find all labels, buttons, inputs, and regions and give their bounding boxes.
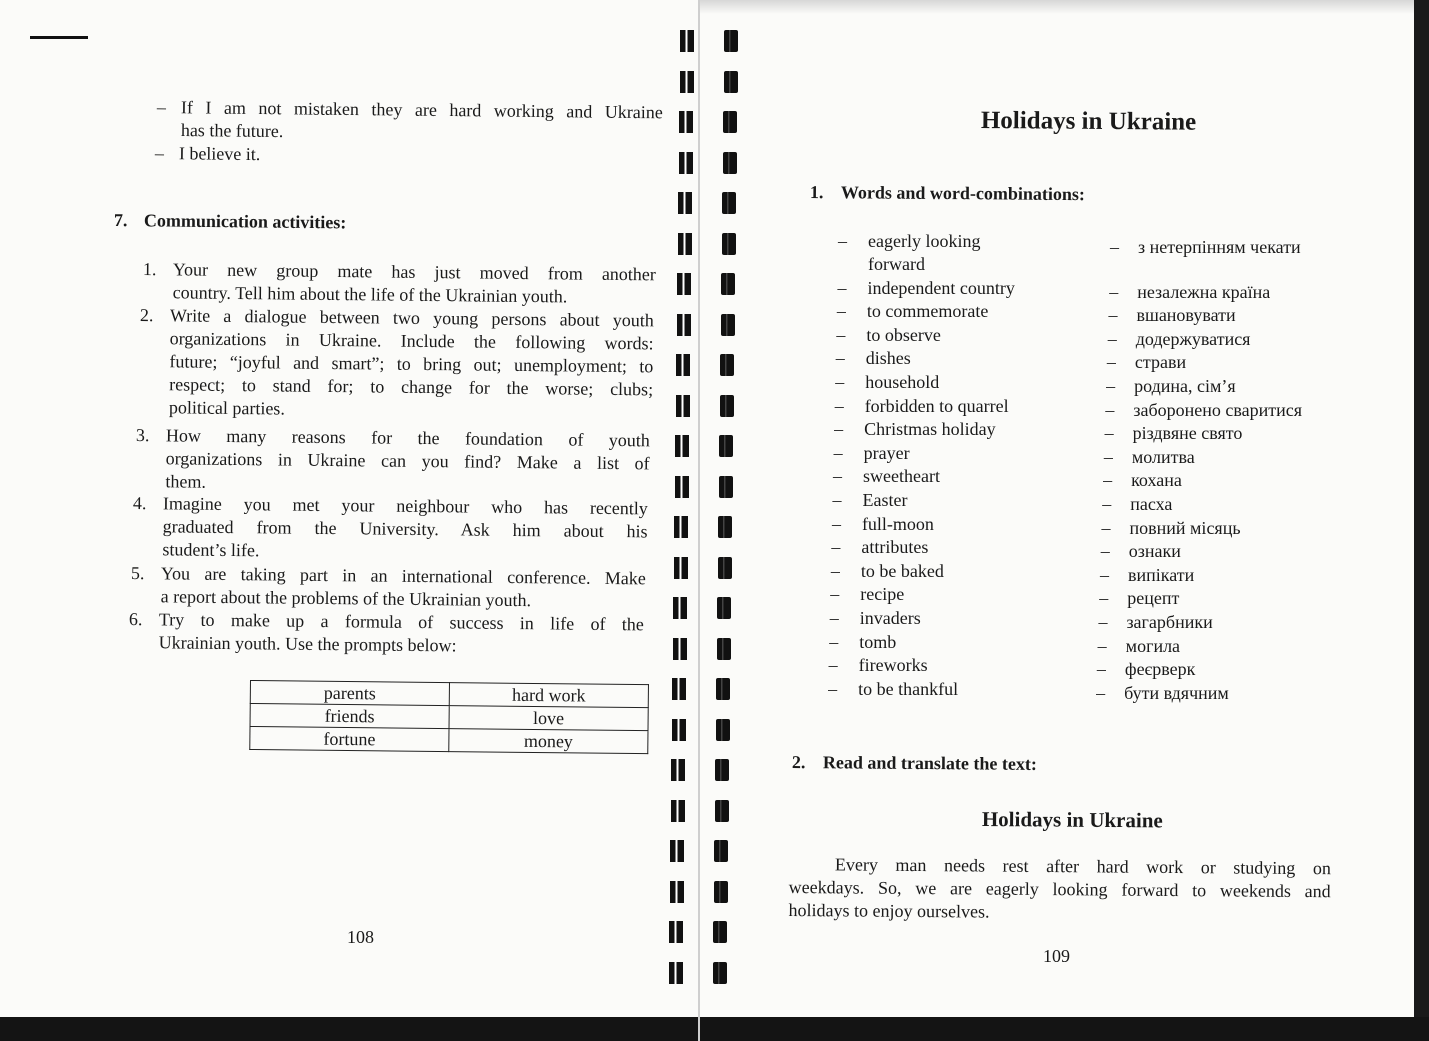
binding-ring (675, 435, 689, 457)
scan-bottom-edge (0, 1017, 1429, 1041)
dialogue-text: has the future. (180, 119, 284, 142)
english-term: sweetheart (863, 466, 941, 487)
table-cell: money (449, 729, 648, 754)
section-number: 7. (113, 210, 128, 231)
dash: – (1103, 470, 1113, 491)
binding-spine (698, 0, 700, 1041)
binding-ring (676, 395, 690, 417)
dash: – (831, 513, 841, 534)
vocab-translation (1105, 399, 1302, 422)
ukrainian-translation: загарбники (1126, 611, 1213, 632)
dash: – (836, 301, 846, 322)
activity-text: Write a dialogue between two young persons about youth (169, 305, 654, 331)
english-term: fireworks (858, 655, 928, 676)
binding-ring (715, 759, 729, 781)
dash: – (1099, 564, 1109, 585)
dash: – (833, 466, 843, 487)
vocab-translation (1106, 375, 1236, 398)
dash: – (154, 142, 164, 164)
binding-ring (673, 597, 687, 619)
paragraph (788, 853, 1331, 926)
table-cell: love (449, 706, 648, 731)
binding-ring (718, 557, 732, 579)
activity-text: How many reasons for the foundation of youth (165, 425, 650, 451)
dash: – (829, 631, 839, 652)
activity-text: Ukrainian youth. Use the prompts below: (158, 632, 457, 656)
activity-text: organizations in Ukraine can you find? Make a list of (165, 448, 650, 474)
vocab-term (831, 536, 928, 559)
vocab-translation (1098, 611, 1212, 634)
dialogue-text: I believe it. (178, 143, 261, 165)
ukrainian-translation: додержуватися (1135, 328, 1251, 349)
vocab-translation (1099, 587, 1179, 610)
activity-text: respect; to stand for; to change for the worse; clubs; (169, 374, 654, 400)
activity-text: future; “joyful and smart”; to bring out; unemployment; to (169, 351, 654, 377)
activity-number: 4. (132, 492, 147, 514)
table-cell: fortune (250, 727, 449, 752)
dash: – (1104, 423, 1114, 444)
binding-ring (721, 273, 735, 295)
section-heading (792, 752, 1037, 775)
vocab-translation (1108, 328, 1251, 351)
dash: – (834, 395, 844, 416)
binding-ring (720, 395, 734, 417)
binding-ring (675, 476, 689, 498)
dash: – (1108, 305, 1118, 326)
english-term: invaders (859, 607, 921, 628)
vocab-translation (1098, 635, 1180, 658)
binding-ring (679, 111, 693, 133)
table-row (250, 727, 648, 754)
english-term: Christmas holiday (864, 419, 996, 440)
activity-text: You are taking part in an international conference. Make (160, 563, 646, 589)
section-heading (114, 210, 347, 233)
ukrainian-translation: могила (1125, 635, 1181, 656)
vocab-translation (1096, 682, 1229, 705)
dash: – (1109, 281, 1119, 302)
ukrainian-translation: молитва (1131, 446, 1195, 467)
vocab-term (829, 631, 896, 654)
section-title: Words and word-combinations: (840, 182, 1086, 205)
binding-ring (715, 800, 729, 822)
vocab-term (836, 347, 911, 370)
page-number-right: 109 (1043, 946, 1070, 966)
activity-text: organizations in Ukraine. Include the following words: (169, 328, 654, 354)
ukrainian-translation: різдвяне свято (1132, 423, 1243, 444)
activity-number: 5. (130, 562, 145, 584)
english-term: independent country (867, 277, 1015, 298)
ukrainian-translation: кохана (1131, 470, 1182, 491)
binding-ring (723, 152, 737, 174)
binding-ring (671, 800, 685, 822)
binding-ring (678, 192, 692, 214)
paragraph-line: holidays to enjoy ourselves. (788, 899, 990, 922)
table-cell: friends (250, 704, 449, 729)
english-term: to be thankful (858, 678, 959, 699)
binding-ring (718, 516, 732, 538)
dialogue-text: If I am not mistaken they are hard working and Ukraine (180, 97, 663, 123)
ukrainian-translation: бути вдячним (1124, 682, 1229, 703)
binding-ring (680, 30, 694, 52)
dash: – (1100, 541, 1110, 562)
activity-text: a report about the problems of the Ukrainian youth. (160, 586, 532, 611)
vocab-translation (1102, 493, 1172, 516)
activity-text: country. Tell him about the life of the Ukrainian youth. (172, 282, 568, 307)
activity-number: 3. (135, 424, 150, 446)
binding-ring (717, 638, 731, 660)
activity-item (131, 562, 646, 613)
binding-ring (719, 476, 733, 498)
english-term: tomb (859, 631, 897, 652)
ukrainian-translation: ознаки (1128, 541, 1181, 562)
dash: – (835, 348, 845, 369)
binding-ring (713, 921, 727, 943)
activity-number: 6. (128, 608, 143, 630)
english-term: to be baked (860, 560, 944, 581)
dash: – (828, 678, 838, 699)
section-number: 1. (809, 182, 824, 203)
dash: – (835, 371, 845, 392)
activity-text: political parties. (168, 397, 285, 419)
vocab-translation (1105, 422, 1243, 445)
ukrainian-translation: страви (1134, 352, 1187, 373)
dash: – (829, 607, 839, 628)
dash: – (1106, 352, 1116, 373)
dash: – (1102, 493, 1112, 514)
vocab-translation (1100, 564, 1194, 587)
vocab-term (838, 230, 980, 253)
table-cell: parents (250, 681, 449, 706)
dash: – (831, 537, 841, 558)
vocab-translation (1101, 540, 1181, 563)
binding-ring (677, 273, 691, 295)
activity-text: them. (165, 471, 207, 492)
dash: – (1096, 682, 1106, 703)
dash: – (836, 324, 846, 345)
activity-number: 1. (142, 258, 157, 280)
table-cell: hard work (449, 683, 648, 708)
activity-text: Imagine you met your neighbour who has recently (162, 493, 648, 519)
vocab-term (834, 442, 910, 465)
activity-text: student’s life. (162, 539, 260, 561)
binding-ring (714, 881, 728, 903)
text-title: Holidays in Ukraine (981, 807, 1163, 833)
vocab-term (836, 324, 940, 347)
binding-ring (674, 516, 688, 538)
english-term: forbidden to quarrel (864, 395, 1009, 416)
vocab-translation (1110, 236, 1301, 259)
binding-ring (724, 30, 738, 52)
activity-text: graduated from the University. Ask him about his (162, 516, 648, 542)
vocab-term (830, 607, 921, 630)
binding-ring (717, 597, 731, 619)
corner-mark (30, 36, 88, 39)
section-number: 2. (791, 752, 806, 773)
binding-ring (678, 233, 692, 255)
ukrainian-translation: родина, сім’я (1134, 375, 1236, 396)
english-term: recipe (860, 584, 905, 605)
vocab-translation (1107, 351, 1186, 374)
vocab-term (833, 489, 908, 512)
paragraph-line: weekdays. So, we are eagerly looking forward to weekends and (788, 876, 1331, 902)
dash: – (837, 277, 847, 298)
binding-ring (721, 314, 735, 336)
dash: – (834, 419, 844, 440)
vocab-term (834, 418, 996, 441)
english-term: to observe (866, 324, 941, 345)
page-number-left: 108 (347, 927, 374, 947)
ukrainian-translation: рецепт (1127, 588, 1180, 609)
english-term: to commemorate (866, 301, 989, 322)
ukrainian-translation: повний місяць (1129, 517, 1241, 538)
vocab-term (835, 395, 1009, 418)
ukrainian-translation: випікати (1127, 564, 1195, 585)
dash: – (830, 560, 840, 581)
dash: – (156, 96, 166, 118)
dash: – (1101, 517, 1111, 538)
dash: – (1107, 328, 1117, 349)
ukrainian-translation: пасха (1130, 493, 1173, 514)
dash: – (830, 584, 840, 605)
binding-ring (677, 314, 691, 336)
binding-ring (670, 881, 684, 903)
binding-ring (679, 152, 693, 174)
activity-item (143, 258, 656, 309)
binding-ring (670, 840, 684, 862)
binding-ring (669, 921, 683, 943)
vocab-term (837, 277, 1014, 300)
binding-ring (673, 638, 687, 660)
english-term: dishes (865, 348, 911, 369)
section-heading (810, 182, 1085, 205)
section-title: Communication activities: (143, 210, 347, 233)
vocab-translation (1103, 469, 1182, 492)
vocab-translation (1104, 446, 1195, 469)
ukrainian-translation: вшановувати (1136, 305, 1236, 326)
vocab-term (831, 560, 944, 583)
vocab-translation (1097, 658, 1196, 681)
english-term: eagerly looking (868, 231, 981, 251)
page-title: Holidays in Ukraine (980, 107, 1197, 136)
binding-ring (722, 233, 736, 255)
ukrainian-translation: заборонено сваритися (1133, 399, 1303, 420)
dash: – (1099, 588, 1109, 609)
dash: – (1097, 635, 1107, 656)
binding-ring (716, 719, 730, 741)
vocab-term (829, 654, 928, 677)
prompts-table (249, 680, 649, 754)
ukrainian-translation: з нетерпінням чекати (1138, 237, 1301, 257)
activity-item (139, 304, 654, 424)
dash: – (828, 655, 838, 676)
binding-ring (672, 678, 686, 700)
binding-ring (714, 840, 728, 862)
english-term: prayer (863, 442, 910, 463)
vocab-term (828, 678, 958, 701)
binding-ring (720, 354, 734, 376)
binding-ring (680, 71, 694, 93)
activity-number: 2. (139, 304, 154, 326)
binding-ring (724, 71, 738, 93)
dash: – (833, 442, 843, 463)
vocab-translation (1102, 517, 1241, 540)
binding-ring (674, 557, 688, 579)
activity-text: Try to make up a formula of success in life of the (158, 609, 644, 635)
dash: – (1098, 611, 1108, 632)
vocab-term (833, 465, 940, 488)
binding-ring (669, 962, 683, 984)
binding-ring (723, 111, 737, 133)
binding-ring (722, 192, 736, 214)
binding-ring (672, 719, 686, 741)
vocab-term (835, 371, 939, 394)
ukrainian-translation: незалежна країна (1137, 281, 1271, 302)
vocab-translation (1108, 304, 1235, 327)
activity-text: Your new group mate has just moved from another (172, 259, 656, 285)
binding-ring (719, 435, 733, 457)
activity-item (129, 608, 644, 659)
english-term: Easter (862, 489, 908, 510)
vocab-translation (1109, 281, 1270, 304)
dash: – (838, 231, 847, 251)
dash: – (1105, 399, 1115, 420)
english-term: full-moon (861, 513, 934, 534)
english-term: attributes (861, 537, 929, 558)
dash: – (1110, 237, 1119, 257)
ukrainian-translation: феєрверк (1124, 659, 1196, 680)
vocab-term (832, 513, 934, 536)
section-title: Read and translate the text: (822, 752, 1037, 774)
english-term: household (865, 371, 940, 392)
vocab-term (837, 300, 988, 323)
dash: – (1096, 659, 1106, 680)
dash: – (832, 489, 842, 510)
activity-item (135, 424, 650, 498)
binding-ring (676, 354, 690, 376)
paragraph-line: Every man needs rest after hard work or studying on (834, 854, 1331, 879)
top-shadow (698, 0, 1429, 14)
english-term-continuation: forward (868, 254, 925, 274)
binding-ring (713, 962, 727, 984)
vocab-term (830, 583, 904, 606)
dash: – (1106, 375, 1116, 396)
activity-item (132, 492, 648, 566)
binding-ring (671, 759, 685, 781)
binding-ring (716, 678, 730, 700)
scan-edge (1414, 0, 1429, 1041)
dash: – (1103, 446, 1113, 467)
